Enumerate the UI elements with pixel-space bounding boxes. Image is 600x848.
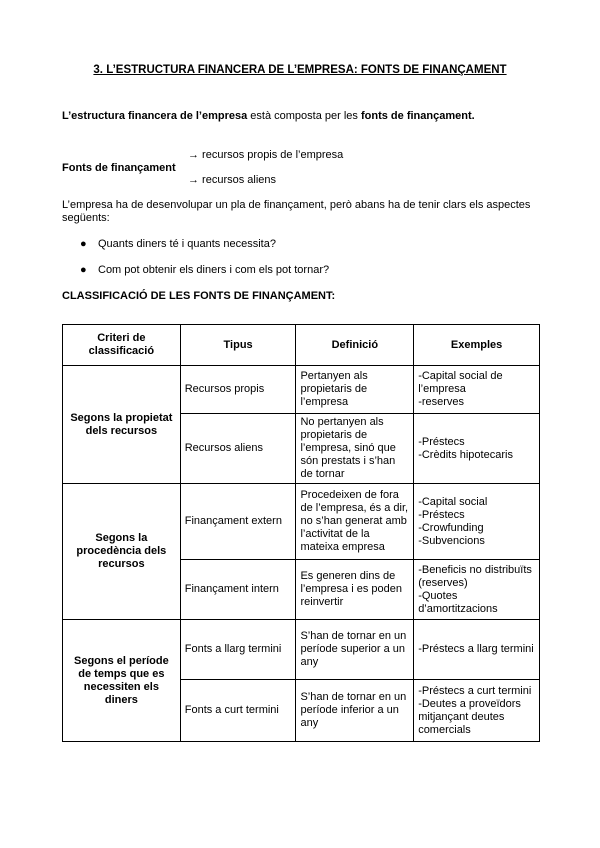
header-definition: Definició <box>296 325 414 366</box>
definition-cell: Es generen dins de l’empresa i es poden reinvertir <box>296 560 414 620</box>
definition-cell: Pertanyen als propietaris de l’empresa <box>296 366 414 414</box>
intro-sentence <box>62 110 475 122</box>
fonts-option-external: → recursos aliens <box>188 174 277 186</box>
intro-bold-object: fonts de finançament. <box>360 110 475 122</box>
page-title: 3. L’ESTRUCTURA FINANCERA DE L’EMPRESA: FONTS DE FINANÇAMENT <box>93 64 507 76</box>
header-examples: Exemples <box>414 325 540 366</box>
intro-paragraph: L’empresa ha de desenvolupar un pla de finançament, però abans ha de tenir clars els aspectes següents: <box>62 199 531 224</box>
type-cell: Recursos aliens <box>180 414 296 484</box>
table-row <box>63 366 540 414</box>
bullet-item <box>80 238 276 250</box>
examples-cell: -Beneficis no distribuïts (reserves) -Quotes d’amortitzacions <box>414 560 540 620</box>
examples-cell: -Capital social -Préstecs -Crowfunding -Subvencions <box>414 484 540 560</box>
table-row <box>63 484 540 560</box>
definition-cell: S’han de tornar en un període inferior a un any <box>296 680 414 742</box>
criterion-cell: Segons la procedència dels recursos <box>63 484 181 620</box>
intro-middle: està composta per les <box>247 110 361 122</box>
type-cell: Fonts a curt termini <box>180 680 296 742</box>
examples-cell: -Préstecs a curt termini -Deutes a proveïdors mitjançant deutes comercials <box>414 680 540 742</box>
type-cell: Finançament intern <box>180 560 296 620</box>
definition-cell: Procedeixen de fora de l’empresa, és a dir, no s’han generat amb l’activitat de la mateixa empresa <box>296 484 414 560</box>
financing-sources-table <box>62 324 540 742</box>
definition-cell: No pertanyen als propietaris de l’empresa, sinó que són prestats i s’han de tornar <box>296 414 414 484</box>
examples-cell: -Capital social de l’empresa -reserves <box>414 366 540 414</box>
type-cell: Finançament extern <box>180 484 296 560</box>
header-type: Tipus <box>180 325 296 366</box>
intro-bold-subject: L’estructura financera de l’empresa <box>62 110 248 122</box>
definition-cell: S’han de tornar en un període superior a un any <box>296 620 414 680</box>
fonts-label: Fonts de finançament <box>62 162 176 174</box>
section-title: CLASSIFICACIÓ DE LES FONTS DE FINANÇAMENT: <box>62 290 336 302</box>
table-row <box>63 620 540 680</box>
table-header-row <box>63 325 540 366</box>
bullet-item <box>80 264 329 276</box>
type-cell: Fonts a llarg termini <box>180 620 296 680</box>
examples-cell: -Préstecs -Crèdits hipotecaris <box>414 414 540 484</box>
bullet-dot-icon: ● <box>80 264 87 276</box>
criterion-cell: Segons el període de temps que es necessiten els diners <box>63 620 181 742</box>
bullet-text: Com pot obtenir els diners i com els pot tornar? <box>98 264 330 276</box>
type-cell: Recursos propis <box>180 366 296 414</box>
bullet-dot-icon: ● <box>80 238 87 250</box>
bullet-text: Quants diners té i quants necessita? <box>98 238 276 250</box>
examples-cell: -Préstecs a llarg termini <box>414 620 540 680</box>
criterion-cell: Segons la propietat dels recursos <box>63 366 181 484</box>
fonts-option-own: → recursos propis de l’empresa <box>188 149 344 161</box>
header-criterion: Criteri de classificació <box>63 325 181 366</box>
